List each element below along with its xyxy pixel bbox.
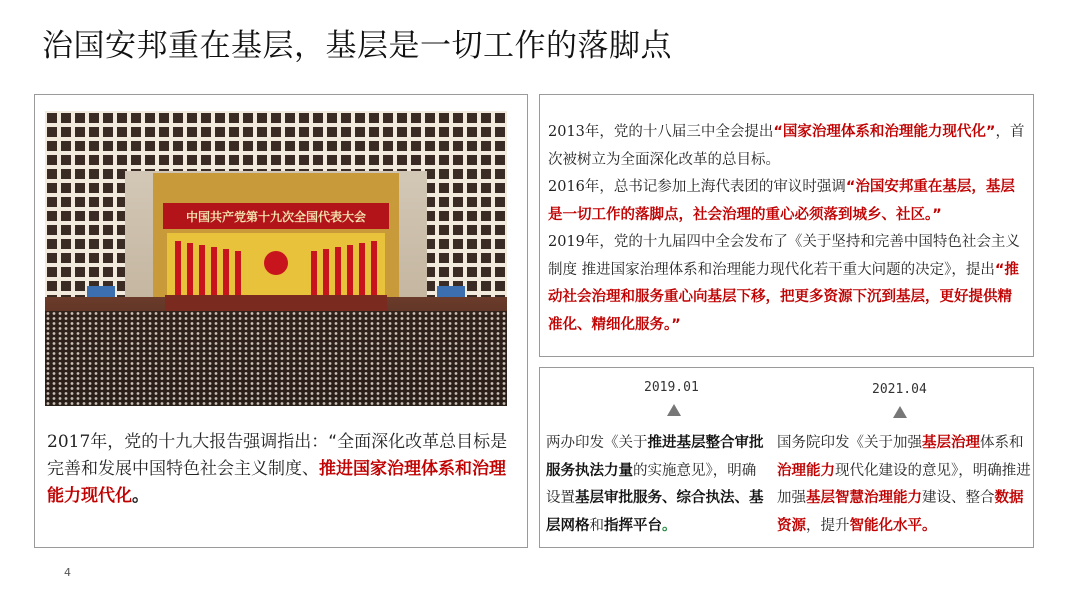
item2-red4: 数据资源 xyxy=(777,490,1024,534)
item2-text1: 国务院印发《关于加强 xyxy=(777,435,922,451)
paragraph-2019 xyxy=(548,229,1026,339)
item2-red2: 治理能力 xyxy=(777,462,835,479)
item1-bold1: 推进基层整合审批服务执法力量 xyxy=(546,435,764,479)
p3-text: 年，党的十九届四中全会发布了《关于坚持和完善中国特色社会主义制度 推进国家治理体系和治理能力现代化若干重大问题的决定》，提出 xyxy=(548,234,1020,278)
p1-end: ，首次被树立为全面深化改革的总目标。 xyxy=(548,124,1025,168)
history-text xyxy=(548,119,1026,339)
item2-red3: 基层智慧治理能力 xyxy=(806,490,922,506)
p1-highlight: “国家治理体系和治理能力现代化” xyxy=(773,124,996,140)
item1-end: 。 xyxy=(662,517,677,534)
p3-highlight: “推动社会治理和服务重心向基层下移，把更多资源下沉到基层，更好提供精准化、精细化服务。” xyxy=(548,261,1019,333)
congress-hall-photo xyxy=(45,111,507,406)
p2-highlight: “治国安邦重在基层，基层是一切工作的落脚点，社会治理的重心必须落到城乡、社区。” xyxy=(548,179,1015,223)
year-2019: 2019 xyxy=(548,234,585,250)
p1-text: 年，党的十八届三中全会提出 xyxy=(584,124,774,140)
left-text-end: 。 xyxy=(132,486,149,506)
timeline-item-1 xyxy=(546,430,770,540)
p2-text: 年，总书记参加上海代表团的审议时强调 xyxy=(584,179,846,195)
slide-title: 治国安邦重在基层，基层是一切工作的落脚点 xyxy=(42,28,672,64)
left-description xyxy=(47,429,513,510)
year-2016: 2016 xyxy=(548,179,585,195)
paragraph-2016 xyxy=(548,174,1026,229)
party-emblem-icon xyxy=(264,251,288,275)
timeline-marker-2-icon xyxy=(893,406,907,418)
right-bottom-panel xyxy=(539,367,1034,548)
item1-text1: 两办印发《关于 xyxy=(546,435,648,451)
timeline-item-2 xyxy=(777,430,1031,540)
item2-text2: 体系和 xyxy=(980,435,1024,451)
page-number: 4 xyxy=(64,566,71,579)
right-top-panel xyxy=(539,94,1034,357)
timeline-date-2: 2021.04 xyxy=(872,382,927,397)
item1-text2: 的实施意见》，明确设置 xyxy=(546,462,757,506)
item1-text3: 和 xyxy=(589,517,604,534)
year-2017: 2017 xyxy=(47,432,91,452)
item2-red5: 智能化水平。 xyxy=(849,517,937,534)
item2-red1: 基层治理 xyxy=(922,435,980,451)
item1-bold2: 基层审批服务、综合执法、基层网格 xyxy=(546,490,764,534)
item2-text4: 建设、整合 xyxy=(922,490,995,506)
item1-bold3: 指挥平台 xyxy=(604,517,662,534)
banner-text: 中国共产党第十九次全国代表大会 xyxy=(185,210,367,224)
item2-text3: 现代化建设的意见》，明确推进加强 xyxy=(777,462,1031,506)
year-2013: 2013 xyxy=(548,124,585,140)
left-text-part1: 年，党的十九大报告强调指出：“全面深化改革总目标是完善和发展中国特色社会主义制度、 xyxy=(47,432,508,479)
left-text-highlight: 推进国家治理体系和治理能力现代化 xyxy=(47,459,506,506)
timeline-marker-1-icon xyxy=(667,404,681,416)
paragraph-2013 xyxy=(548,119,1026,174)
item2-text5: ，提升 xyxy=(806,517,850,534)
timeline-date-1: 2019.01 xyxy=(644,380,699,395)
left-panel xyxy=(34,94,528,548)
